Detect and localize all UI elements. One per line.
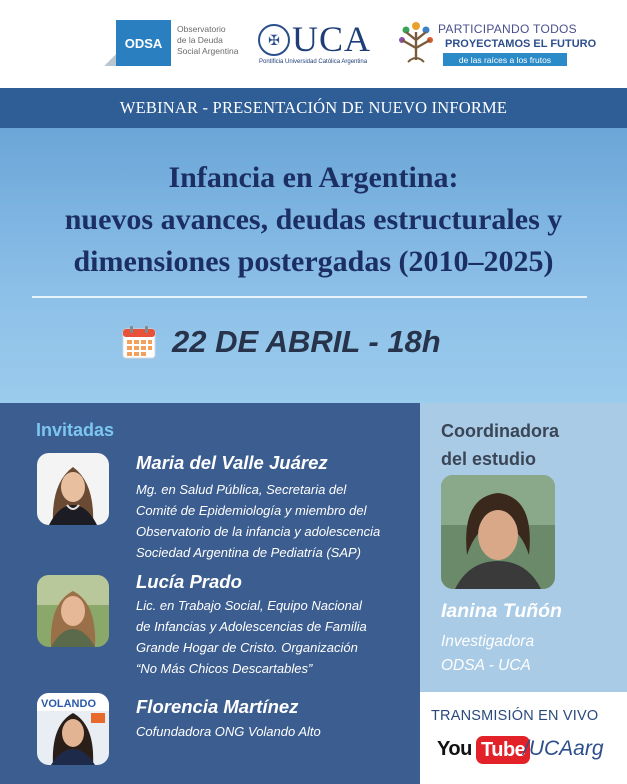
stream-box bbox=[420, 692, 627, 784]
speaker-desc-line: “No Más Chicos Descartables” bbox=[136, 661, 313, 676]
speaker-name: Maria del Valle Juárez bbox=[136, 452, 328, 473]
odsa-line: Observatorio bbox=[177, 24, 226, 34]
speaker-desc-line: de Infancias y Adolescencias de Familia bbox=[136, 619, 367, 634]
uca-logo-subtitle: Pontificia Universidad Católica Argentina bbox=[259, 59, 368, 65]
stream-label: TRANSMISIÓN EN VIVO bbox=[431, 708, 599, 724]
speakers-label: Invitadas bbox=[36, 420, 115, 440]
coordinator-panel bbox=[420, 403, 627, 692]
speaker-photo bbox=[37, 693, 109, 765]
coordinator-label-line: Coordinadora bbox=[441, 421, 560, 441]
speaker-desc-line: Mg. en Salud Pública, Secretaria del bbox=[136, 482, 347, 497]
title-area bbox=[0, 128, 627, 403]
speaker-description bbox=[136, 595, 367, 679]
title-line-3: dimensiones postergadas (2010–2025) bbox=[73, 245, 554, 278]
participando-line1: PARTICIPANDO TODOS bbox=[438, 22, 577, 36]
tree-people-icon bbox=[396, 18, 436, 68]
speaker-desc-line: Sociedad Argentina de Pediatría (SAP) bbox=[136, 545, 361, 560]
webinar-band: WEBINAR - PRESENTACIÓN DE NUEVO INFORME bbox=[0, 88, 627, 128]
speaker-name: Lucía Prado bbox=[136, 571, 242, 592]
speaker-desc-line: Grande Hogar de Cristo. Organización bbox=[136, 640, 358, 655]
youtube-handle[interactable]: /UCAarg bbox=[523, 737, 604, 760]
speaker-description bbox=[136, 721, 321, 742]
coordinator-role-line: Investigadora bbox=[441, 633, 535, 650]
coordinator-role-line: ODSA - UCA bbox=[441, 657, 531, 674]
youtube-logo-tube: Tube bbox=[476, 736, 530, 764]
speaker-photo bbox=[37, 575, 109, 647]
speaker-name: Florencia Martínez bbox=[136, 696, 299, 717]
coordinator-photo bbox=[441, 475, 555, 589]
speaker-photo bbox=[37, 453, 109, 525]
speaker-description bbox=[136, 479, 380, 563]
participando-line3: de las raíces a los frutos bbox=[443, 53, 567, 66]
odsa-line: Social Argentina bbox=[177, 46, 239, 56]
title-line-2: nuevos avances, deudas estructurales y bbox=[64, 203, 563, 236]
coordinator-label bbox=[441, 417, 559, 473]
title-line-1: Infancia en Argentina: bbox=[168, 161, 459, 194]
header-logos bbox=[0, 0, 627, 88]
speaker-desc-line: Observatorio de la infancia y adolescencia bbox=[136, 524, 381, 539]
coordinator-label-line: del estudio bbox=[441, 449, 537, 469]
odsa-logo: ODSA bbox=[116, 20, 171, 66]
odsa-line: de la Deuda bbox=[177, 35, 223, 45]
speaker-desc-line: Cofundadora ONG Volando Alto bbox=[136, 724, 321, 739]
coordinator-name: Ianina Tuñón bbox=[441, 600, 562, 622]
svg-text:VOLANDO: VOLANDO bbox=[41, 698, 96, 710]
speakers-panel bbox=[0, 403, 420, 784]
event-date: 22 DE ABRIL - 18h bbox=[172, 324, 441, 359]
uca-seal-icon: ✠ bbox=[258, 24, 290, 56]
calendar-icon bbox=[122, 325, 156, 359]
youtube-logo-you: You bbox=[437, 738, 472, 760]
speaker-desc-line: Comité de Epidemiología y miembro del bbox=[136, 503, 367, 518]
coordinator-role bbox=[441, 630, 534, 678]
title-divider bbox=[32, 296, 587, 298]
participando-line2: PROYECTAMOS EL FUTURO bbox=[445, 38, 597, 50]
uca-logo-word: UCA bbox=[292, 19, 372, 59]
odsa-logo-text bbox=[177, 24, 238, 57]
speaker-desc-line: Lic. en Trabajo Social, Equipo Nacional bbox=[136, 598, 362, 613]
